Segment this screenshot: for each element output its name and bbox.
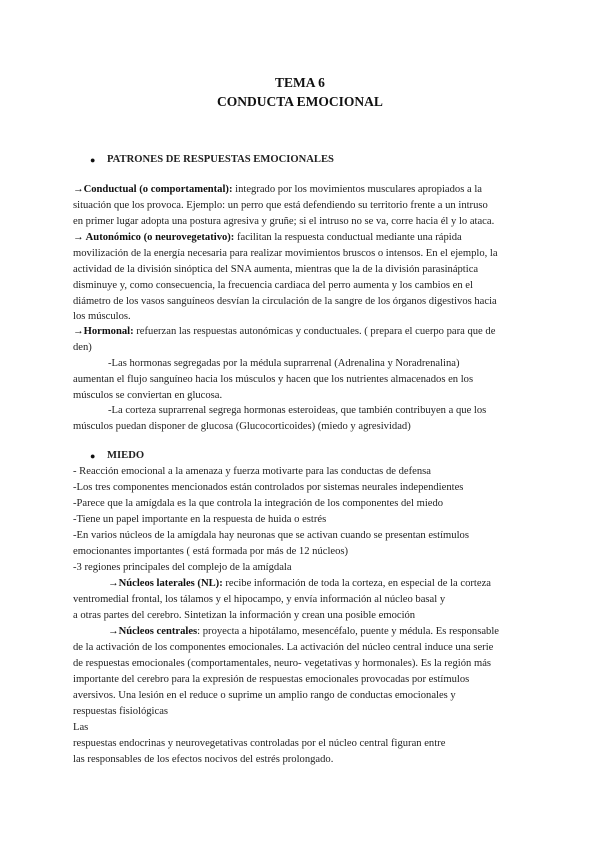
term-nucleos-laterales: →Núcleos laterales (NL): [108,578,223,589]
paragraph-line: →Conductual (o comportamental): integrado por los movimientos musculares apropiados a la [73,184,482,195]
paragraph-line: actividad de la división sinóptica del SNA aumenta, mientras que la de la división parasináptica [73,264,479,275]
paragraph-line: emocionantes importantes ( está formada por más de 12 núcleos) [73,546,349,557]
document-title: CONDUCTA EMOCIONAL [217,94,383,109]
paragraph-line: Las [73,722,89,733]
paragraph-line: →Núcleos laterales (NL): recibe información de toda la corteza, en especial de la corteza [108,578,491,589]
paragraph-line: respuestas endocrinas y neurovegetativas controladas por el núcleo central figuran entre [73,738,446,749]
paragraph-line: respuestas fisiológicas [73,706,169,717]
paragraph-line: -Parece que la amígdala es la que controla la integración de los componentes del miedo [73,498,444,509]
paragraph-line: aversivos. Una lesión en el reduce o suprime un amplio rango de conductas emocionales y [73,690,456,701]
paragraph-line: →Hormonal: refuerzan las respuestas autonómicas y conductuales. ( prepara el cuerpo para que de [73,326,496,337]
term-conductual: →Conductual (o comportamental): [73,184,233,195]
paragraph-line: los músculos. [73,311,131,322]
paragraph-line: ventromedial frontal, los tálamos y el hipocampo, y envía información al núcleo basal y [73,594,446,605]
paragraph-line: →Núcleos centrales: proyecta a hipotálamo, mesencéfalo, puente y médula. Es responsable [108,626,499,637]
paragraph-line: -Las hormonas segregadas por la médula suprarrenal (Adrenalina y Noradrenalina) [108,358,460,369]
paragraph-line: aumentan el flujo sanguíneo hacia los músculos y hacen que los nutrientes almacenados en los [73,374,474,385]
paragraph-line: en primer lugar adopta una postura agresiva y gruñe; si el intruso no se va, corre hacia él y lo ataca. [73,216,495,227]
paragraph-line: -Los tres componentes mencionados están controlados por sistemas neurales independientes [73,482,464,493]
paragraph-line: den) [73,342,92,353]
paragraph-line: → Autonómico (o neurovegetativo): facilitan la respuesta conductual mediante una rápida [73,232,462,243]
paragraph-line: disminuye y, como consecuencia, la frecuencia cardiaca del perro aumenta y los cambios en el [73,280,473,291]
paragraph-line: diámetro de los vasos sanguíneos desvían la circulación de la sangre de los órganos digestivos hacia [73,296,497,307]
term-nucleos-centrales: →Núcleos centrales [108,626,198,637]
section-heading-miedo: MIEDO [107,450,145,461]
paragraph-line: a otras partes del cerebro. Sintetizan la información y crean una posible emoción [73,610,416,621]
paragraph-line: -En varios núcleos de la amígdala hay neuronas que se activan cuando se presentan estímulos [73,530,469,541]
bullet-icon: ● [90,155,96,165]
term-hormonal: →Hormonal: [73,326,134,337]
paragraph-line: situación que los provoca. Ejemplo: un perro que está defendiendo su territorio frente a un intruso [73,200,488,211]
paragraph-line: importante del cerebro para la expresión de respuestas emocionales provocadas por estímulos [73,674,470,685]
paragraph-line: músculos puedan disponer de glucosa (Glucocorticoides) (miedo y agresividad) [73,421,411,432]
paragraph-line: de la activación de los componentes emocionales. La activación del núcleo central induce una serie [73,642,494,653]
paragraph-line: movilización de la energía necesaria para realizar movimientos bruscos o intensos. En el ejemplo, la [73,248,498,259]
tema-title: TEMA 6 [275,75,325,90]
paragraph-line: -La corteza suprarrenal segrega hormonas esteroideas, que también contribuyen a que los [108,405,487,416]
paragraph-line: -Tiene un papel importante en la respuesta de huida o estrés [73,514,327,525]
paragraph-line: -3 regiones principales del complejo de la amígdala [73,562,292,573]
paragraph-line: de respuestas emocionales (comportamentales, neuro- vegetativas y hormonales). Es la región más [73,658,492,669]
term-autonomico: → Autonómico (o neurovegetativo): [73,232,235,243]
section-heading-patrones: PATRONES DE RESPUESTAS EMOCIONALES [107,154,334,165]
paragraph-line: músculos se conviertan en glucosa. [73,390,223,401]
paragraph-line: las responsables de los efectos nocivos del estrés prolongado. [73,754,334,765]
bullet-icon: ● [90,451,96,461]
paragraph-line: - Reacción emocional a la amenaza y fuerza motivarte para las conductas de defensa [73,466,431,477]
